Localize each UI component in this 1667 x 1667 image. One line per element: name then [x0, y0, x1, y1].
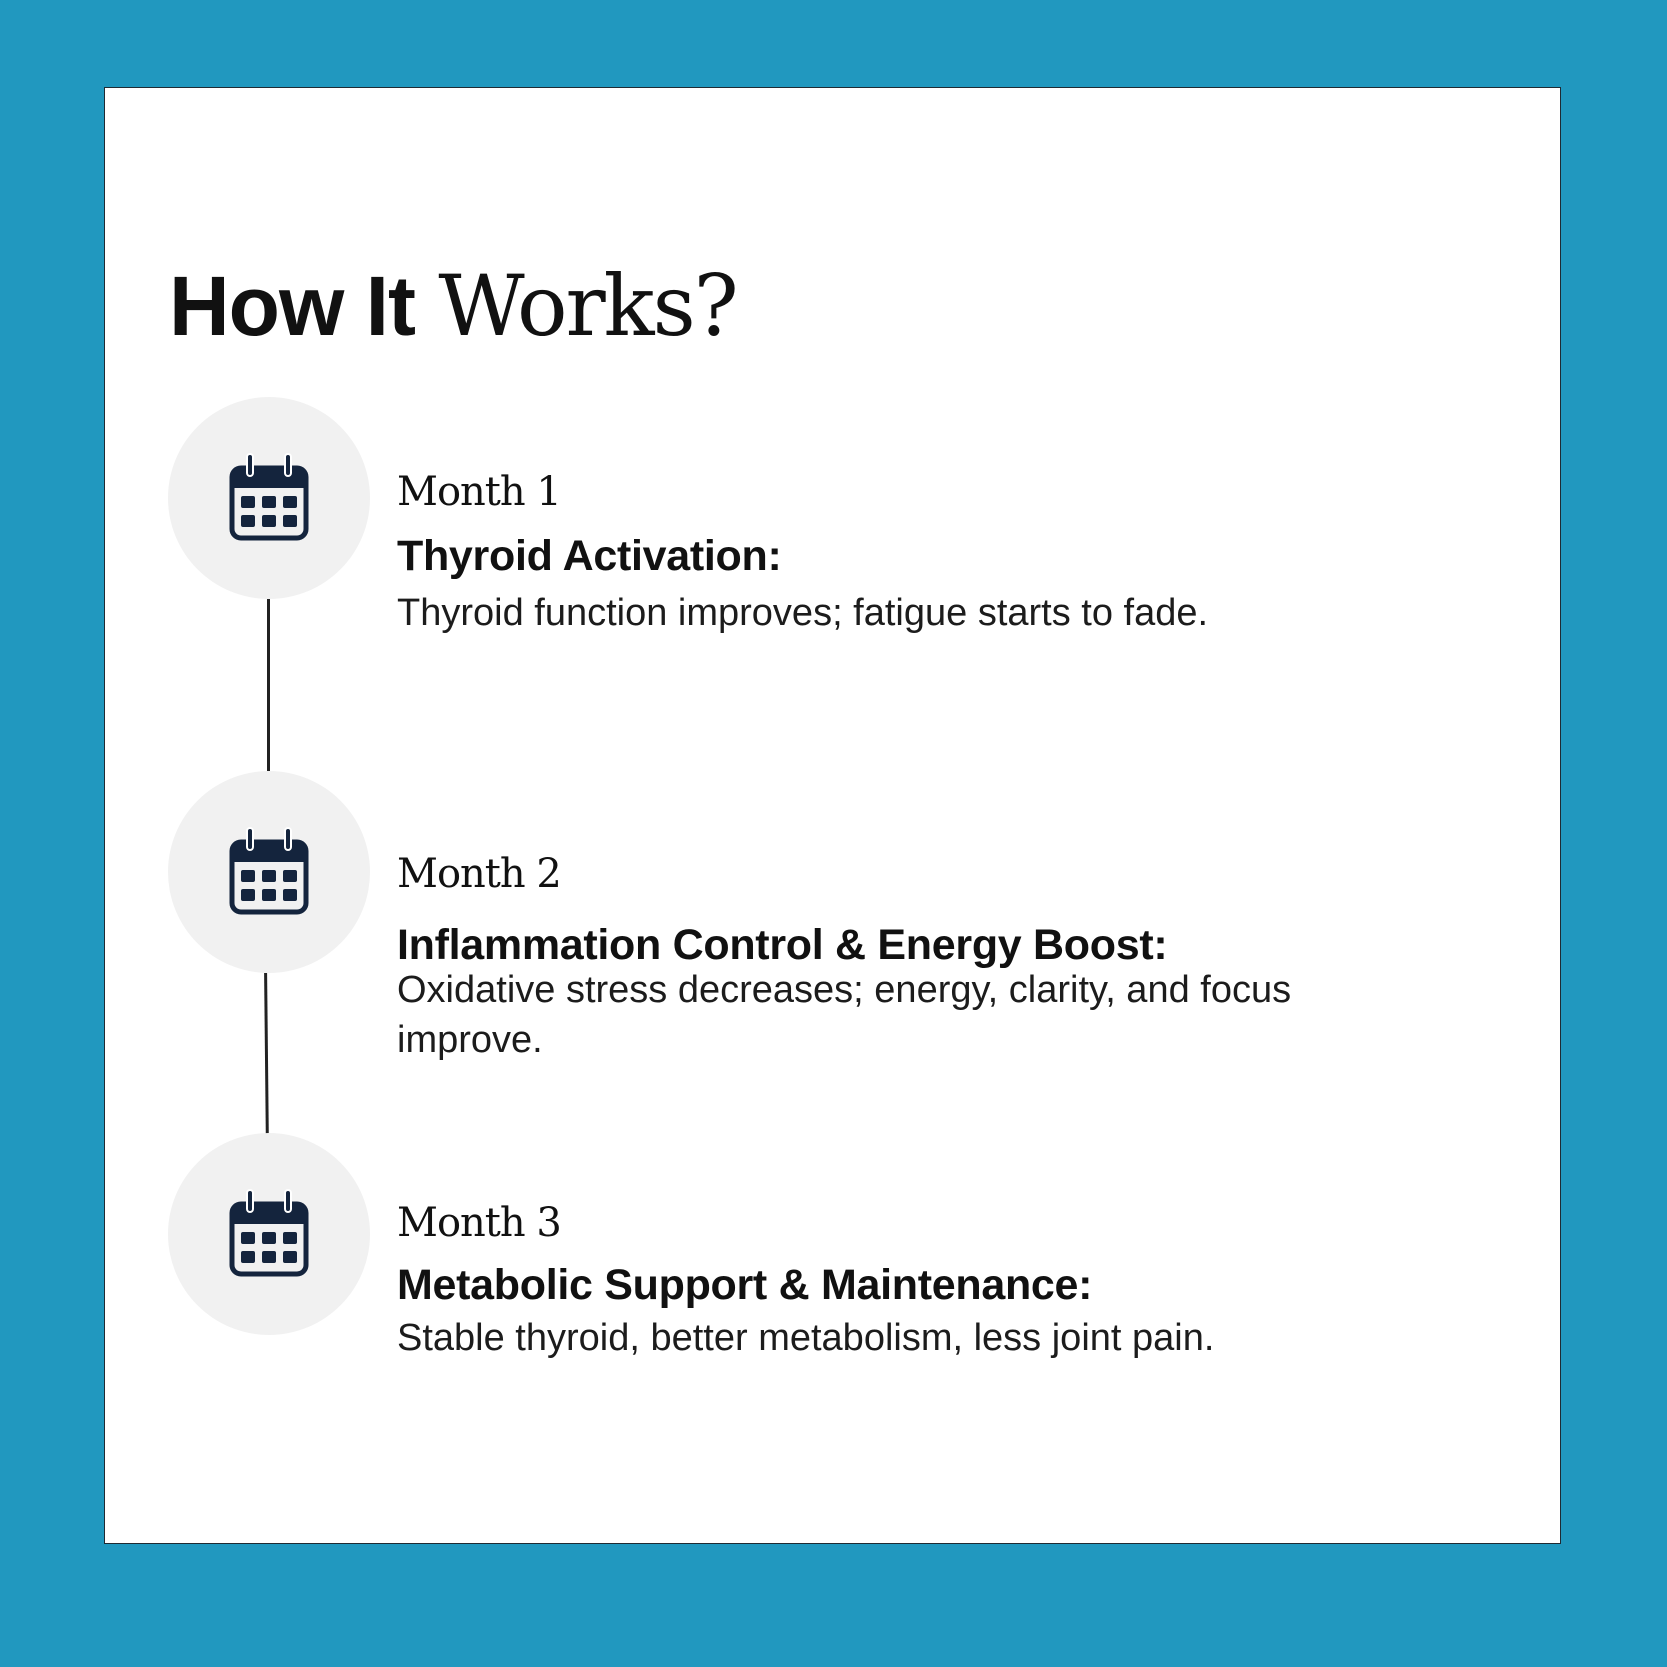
- step-icon-circle-3: [168, 1133, 370, 1335]
- step-2-month: Month 2: [397, 851, 561, 897]
- title-part-serif: Works?: [438, 257, 737, 355]
- timeline-connector-1: [267, 599, 270, 771]
- timeline-connector-2: [264, 973, 268, 1145]
- step-icon-circle-2: [168, 771, 370, 973]
- step-1-description: Thyroid function improves; fatigue starts to fade.: [397, 592, 1209, 634]
- content-card: [104, 87, 1561, 1544]
- calendar-icon: [229, 452, 309, 542]
- step-3-month: Month 3: [397, 1200, 561, 1246]
- step-2-description: Oxidative stress decreases; energy, clarity, and focus improve.: [397, 969, 1292, 1061]
- step-icon-circle-1: [168, 397, 370, 599]
- page-title: [169, 257, 737, 355]
- calendar-icon: [229, 1188, 309, 1278]
- calendar-icon: [229, 826, 309, 916]
- step-2-heading: Inflammation Control & Energy Boost:: [397, 921, 1168, 969]
- step-1-heading: Thyroid Activation:: [397, 532, 782, 580]
- step-1-month: Month 1: [397, 469, 561, 515]
- title-part-sans: How It: [169, 259, 415, 353]
- step-3-heading: Metabolic Support & Maintenance:: [397, 1261, 1093, 1309]
- step-3-description: Stable thyroid, better metabolism, less joint pain.: [397, 1317, 1215, 1359]
